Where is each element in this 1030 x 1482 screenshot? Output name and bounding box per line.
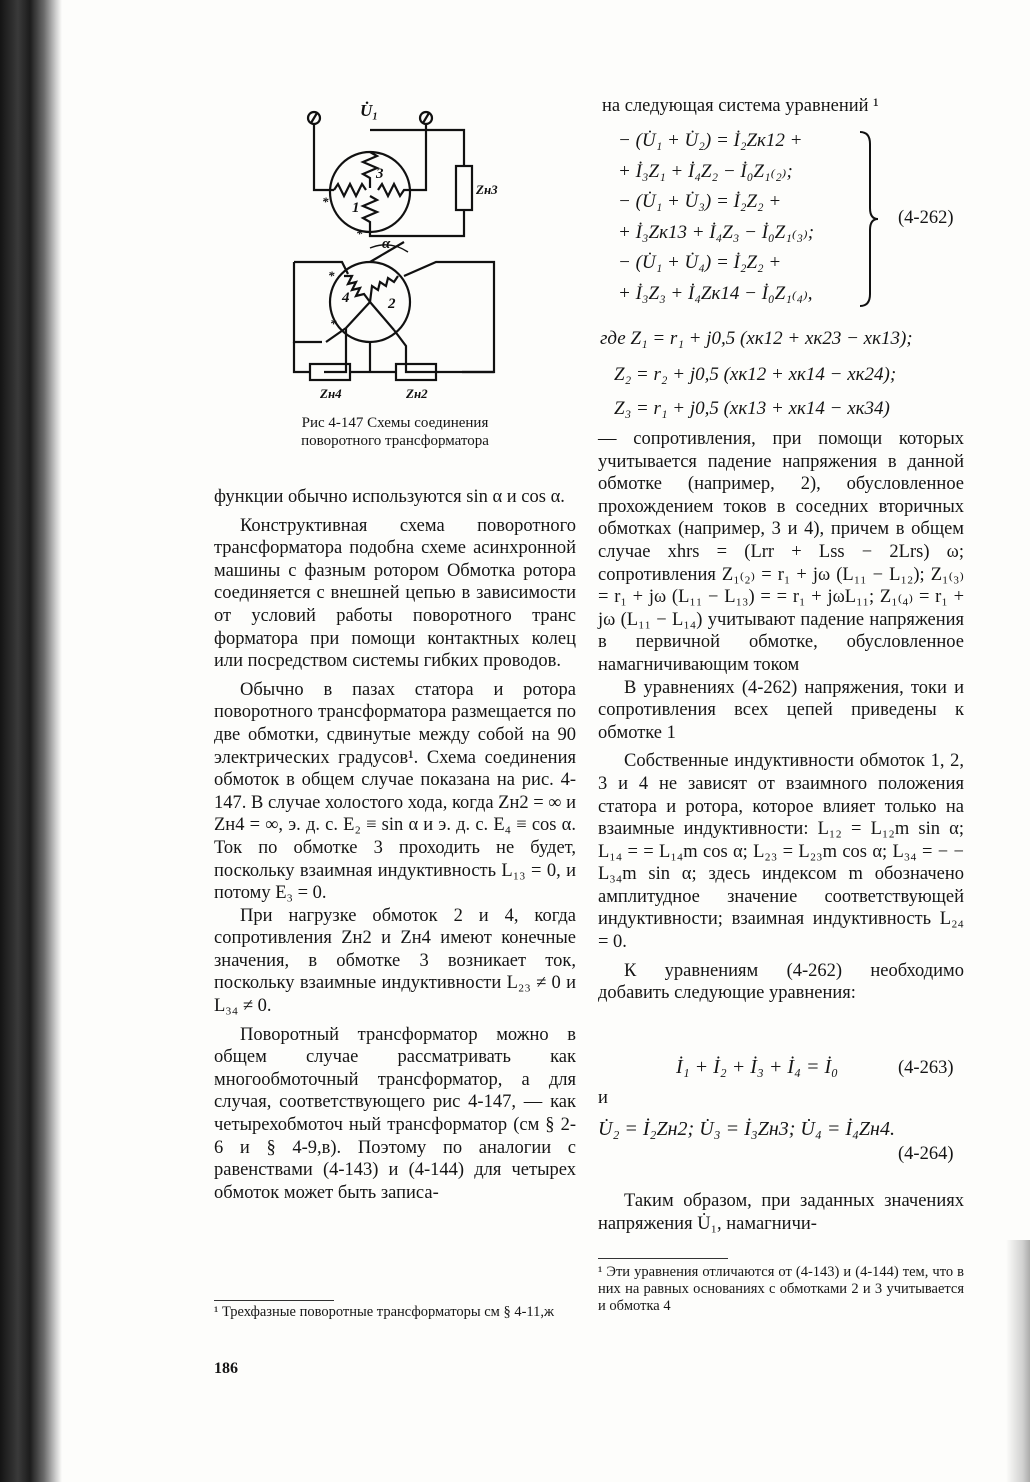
- label-w2: 2: [388, 296, 396, 312]
- primary-wire-right: [408, 124, 426, 190]
- equation-line: − (U̇₁ + U̇₃) = İ₂Z₂ +: [618, 191, 782, 212]
- paragraph: При нагрузке обмоток 2 и 4, когда сопротивления Zн2 и Zн4 имеют конечные значения, в обмотке 3 возникает ток, поскольку взаимные индуктивности L₂₃ ≠ 0 и L₃₄ ≠ 0.: [214, 905, 576, 1017]
- label-star-3: *: [328, 268, 335, 283]
- paragraph-final: Таким образом, при заданных значениях напряжения U̇₁, намагничи-: [598, 1191, 964, 1234]
- paragraph: функции обычно используются sin α и cos α.: [214, 487, 565, 507]
- equation-line: + İ₃Zк13 + İ₄Z₃ − İ₀Z₁₍₃₎;: [618, 221, 815, 243]
- label-star-2: *: [356, 226, 363, 241]
- label-zn3: Zн3: [476, 182, 498, 197]
- paragraph: Собственные индуктивности обмоток 1, 2, 3 и 4 не зависят от взаимного положения статора и ротора, которое влияет только на взаимные индуктивности: L₁₂ = L₁₂m sin α; L₁₄ = = L₁₄m cos α; L₂₃ = L₂₃m cos α; L₃₄ = − − L₃₄m sin α; здесь индексом m обозначено амплитудное значение соответствующей индуктивности; взаимная индуктивность L₂₄ = 0.: [598, 751, 964, 953]
- label-w3: 3: [376, 166, 384, 182]
- winding-3: [363, 152, 377, 188]
- page-edge-shadow: [1006, 1240, 1030, 1482]
- label-w1: 1: [352, 200, 360, 216]
- label-alpha: α: [382, 236, 391, 252]
- where-line-2: Z₂ = r₂ + j0,5 (xк12 + xк14 − xк24);: [614, 364, 897, 385]
- paragraph: В уравнениях (4-262) напряжения, токи и сопротивления всех цепей приведены к обмотке 1: [598, 677, 964, 743]
- label-zn2: Zн2: [406, 386, 428, 400]
- label-w4: 4: [342, 290, 350, 306]
- equation-line: + İ₃Z₃ + İ₄Zк14 − İ₀Z₁₍₄₎,: [618, 282, 813, 304]
- system-intro: на следующая система уравнений ¹: [602, 96, 879, 116]
- figure-caption: Рис 4-147 Схемы соединения поворотного трансформатора: [301, 415, 489, 449]
- footnote-rule: [598, 1258, 728, 1259]
- label-star-1: *: [322, 194, 329, 209]
- equation-number: (4-263): [898, 1058, 954, 1078]
- right-brace: [856, 130, 884, 308]
- load-zn3-resistor: [456, 166, 472, 210]
- transformer-circuit-figure: [286, 100, 502, 400]
- equation-system: [618, 126, 868, 309]
- page-number: 186: [214, 1360, 238, 1377]
- winding-1: [363, 196, 377, 232]
- footnote-right: ¹ Эти уравнения отличаются от (4-143) и (4-144) тем, что в них на равных основаниях с обмотками 2 и 3 учитывается и обмотка 4: [598, 1264, 964, 1314]
- footnote-rule: [214, 1300, 334, 1301]
- equation-number: (4-264): [898, 1144, 954, 1164]
- label-star-4: *: [330, 316, 337, 331]
- paragraph: Конструктивная схема поворотного трансформатора подобна схеме асинхронной машины с фазным ротором Обмотка ротора соединяется с внешней цепью в зависимости от условий работы поворотного транс форматора при помощи контактных колец или посредством системы гибких проводов.: [214, 515, 576, 672]
- right-column-text: [598, 428, 964, 1005]
- label-u1: U̇₁: [360, 101, 379, 120]
- equation-4-263: İ₁ + İ₂ + İ₃ + İ₄ = İ₀: [676, 1056, 839, 1078]
- equation-line: + İ₃Z₁ + İ₄Z₂ − İ₀Z₁₍₂₎;: [618, 160, 793, 182]
- paragraph: К уравнениям (4-262) необходимо добавить следующие уравнения:: [598, 960, 964, 1004]
- paragraph: — сопротивления, при помощи которых учитывается падение напряжения в данной обмотке (например, 2), обусловленное прохождением токов в соседних вторичных обмотках (например, 3 и 4), причем в общем случае xhrs = (Lrr + Lss − 2Lrs) ω; сопротивления Z₁₍₂₎ = r₁ + jω (L₁₁ − L₁₂); Z₁₍₃₎ = r₁ + jω (L₁₁ − L₁₃) = = r₁ + jωL₁₁; Z₁₍₄₎ = r₁ + jω (L₁₁ − L₁₄) учитывают падение напряжения в первичной обмотке, обусловленное намагничивающим током: [598, 429, 964, 675]
- equation-number: (4-262): [898, 208, 954, 228]
- equation-line: − (U̇₁ + U̇₄) = İ₂Z₂ +: [618, 252, 782, 273]
- equation-line: − (U̇₁ + U̇₂) = İ₂Zк12 +: [618, 130, 803, 151]
- label-zn4: Zн4: [320, 386, 342, 400]
- equation-4-264: U̇₂ = İ₂Zн2; U̇₃ = İ₃Zн3; U̇₄ = İ₄Zн4.: [598, 1118, 895, 1140]
- footnote-left: ¹ Трехфазные поворотные трансформаторы см § 4-11,ж: [214, 1304, 554, 1320]
- where-line-1: где Z₁ = r₁ + j0,5 (xк12 + xк23 − xк13);: [600, 328, 913, 349]
- and-word: и: [598, 1088, 608, 1108]
- paragraph: Поворотный трансформатор можно в общем случае рассматривать как многообмоточный трансформатор, а для случая, соответствующего рис 4-147, — как четырехобмоточ ный трансформатор (см § 2-6 и § 4-9,в). Поэтому по аналогии с равенствами (4-143) и (4-144) для четырех обмоток может быть записа-: [214, 1024, 576, 1203]
- where-line-3: Z₃ = r₁ + j0,5 (xк13 + xк14 − xк34): [614, 398, 890, 419]
- book-binding-shadow: [0, 0, 62, 1482]
- left-column: [214, 486, 576, 1204]
- paragraph: Обычно в пазах статора и ротора поворотного трансформатора размещается по две обмотки, сдвинутые между собой на 90 электрических градусов¹. Схема соединения обмоток в общем случае показана на рис. 4-147. В случае холостого хода, когда Zн2 = ∞ и Zн4 = ∞, э. д. с. E₂ ≡ sin α и э. д. с. E₄ ≡ cos α. Ток по обмотке 3 проходить не будет, поскольку взаимная индуктивность L₁₃ = 0, и потому E₃ = 0.: [214, 679, 577, 904]
